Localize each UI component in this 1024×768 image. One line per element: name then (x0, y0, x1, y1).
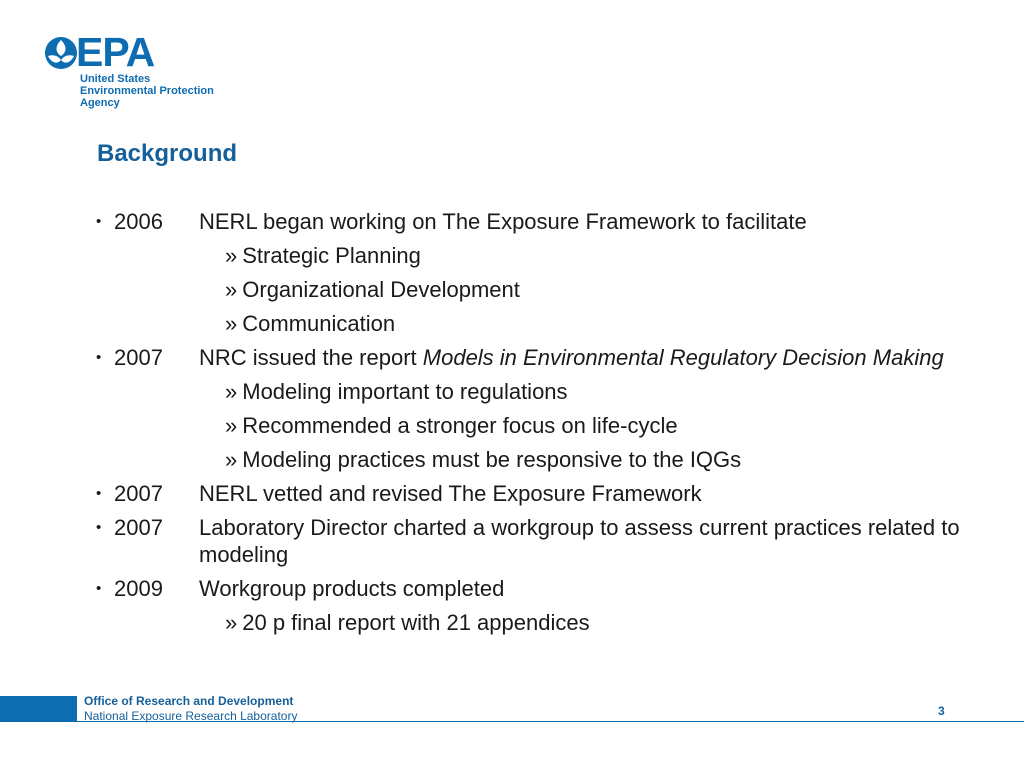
sub-bullet-marker: » (225, 311, 238, 336)
sub-bullet-item (96, 412, 976, 439)
page-number: 3 (938, 704, 945, 718)
bullet-item (96, 514, 976, 568)
sub-bullet-marker: » (225, 610, 238, 635)
sub-bullet-marker: » (225, 379, 238, 404)
bullet-text-plain: NRC issued the report (199, 345, 423, 370)
bullet-marker: • (96, 485, 102, 502)
sub-bullet-text: Modeling practices must be responsive to the IQGs (242, 447, 742, 472)
sub-bullet-text: Recommended a stronger focus on life-cycle (242, 413, 678, 438)
bullet-text (199, 480, 976, 507)
epa-logo (44, 29, 244, 116)
sub-bullet-text: 20 p final report with 21 appendices (242, 610, 590, 635)
sub-bullet-text: Modeling important to regulations (242, 379, 568, 404)
bullet-marker: • (96, 580, 102, 597)
epa-flower-icon (44, 36, 78, 70)
bullet-marker: • (96, 349, 102, 366)
bullet-year: 2009 (114, 576, 163, 601)
logo-line-2: Environmental Protection (80, 85, 214, 97)
slide-content (96, 208, 976, 643)
sub-bullet-text: Strategic Planning (242, 243, 421, 268)
bullet-year: 2007 (114, 515, 163, 540)
sub-bullet-item (96, 242, 976, 269)
bullet-text-plain: NERL vetted and revised The Exposure Framework (199, 481, 702, 506)
bullet-text-plain: Laboratory Director charted a workgroup to assess current practices related to modeling (199, 515, 960, 567)
logo-line-1: United States (80, 73, 151, 85)
bullet-text (199, 344, 976, 371)
bullet-text-italic: Models in Environmental Regulatory Decision Making (422, 345, 944, 370)
bullet-year: 2007 (114, 345, 163, 370)
bullet-text (199, 575, 976, 602)
sub-bullet-item (96, 446, 976, 473)
bullet-year: 2007 (114, 481, 163, 506)
footer-office: Office of Research and Development (84, 694, 294, 708)
sub-bullet-marker: » (225, 413, 238, 438)
footer-lab: National Exposure Research Laboratory (84, 709, 298, 723)
sub-bullet-item (96, 276, 976, 303)
sub-bullet-text: Communication (242, 311, 396, 336)
sub-bullet-item (96, 609, 976, 636)
logo-line-3: Agency (80, 97, 120, 109)
sub-bullet-marker: » (225, 447, 238, 472)
sub-bullet-item (96, 310, 976, 337)
bullet-marker: • (96, 519, 102, 536)
bullet-text-plain: Workgroup products completed (199, 576, 505, 601)
sub-bullet-text: Organizational Development (242, 277, 520, 302)
sub-bullet-marker: » (225, 277, 238, 302)
bullet-item (96, 208, 976, 235)
logo-agency-name (80, 73, 214, 109)
bullet-item (96, 344, 976, 371)
slide-title: Background (97, 140, 238, 167)
sub-bullet-marker: » (225, 243, 238, 268)
logo-acronym: EPA (76, 29, 155, 75)
bullet-text-plain: NERL began working on The Exposure Framework to facilitate (199, 209, 807, 234)
footer-accent-bar (0, 696, 77, 722)
sub-bullet-item (96, 378, 976, 405)
bullet-text (199, 514, 976, 568)
bullet-text (199, 208, 976, 235)
bullet-item (96, 575, 976, 602)
bullet-year: 2006 (114, 209, 163, 234)
bullet-marker: • (96, 213, 102, 230)
bullet-item (96, 480, 976, 507)
